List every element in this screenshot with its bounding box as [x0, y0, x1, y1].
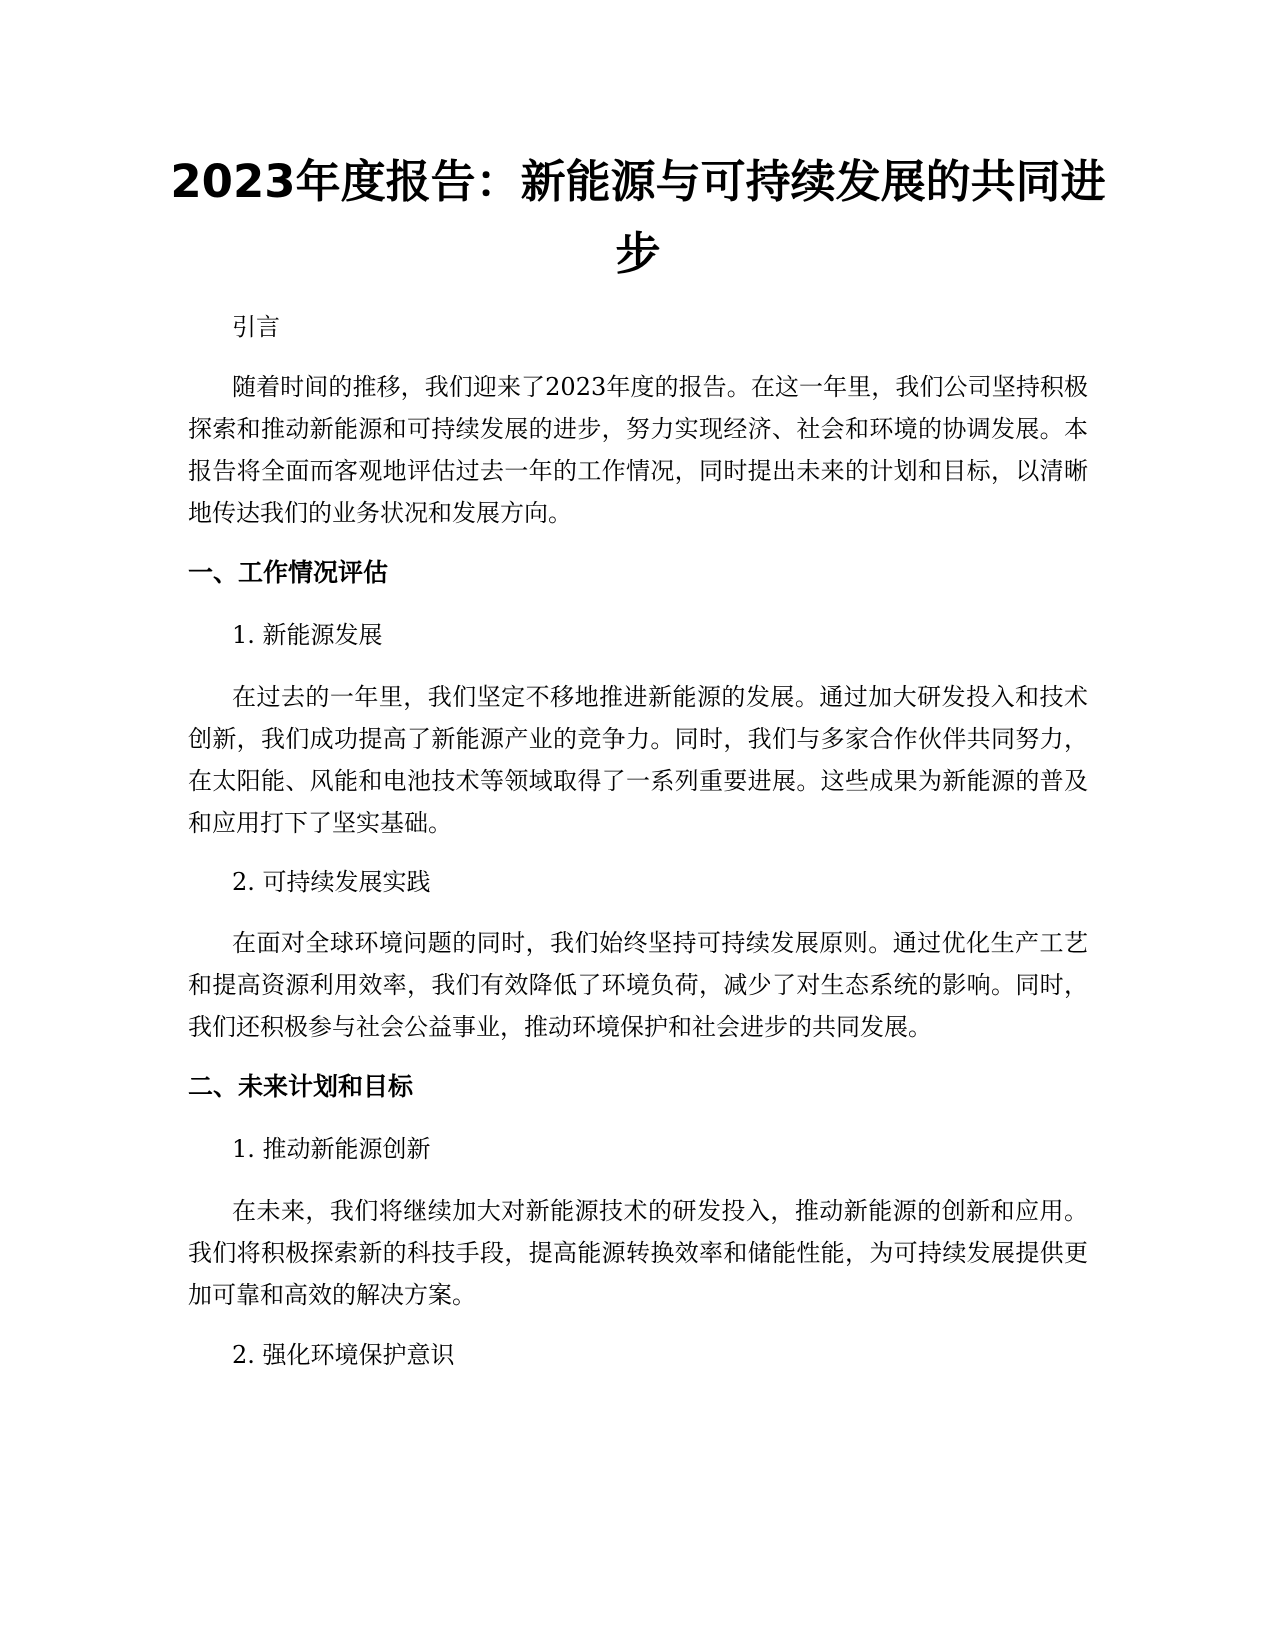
subsection-title-new-energy: 1. 新能源发展 [232, 621, 383, 649]
paragraph-innovation: 在未来，我们将继续加大对新能源技术的研发投入，推动新能源的创新和应用。我们将积极探索新的科技手段，提高能源转换效率和储能性能，为可持续发展提供更加可靠和高效的解决方案。 [188, 1197, 1088, 1309]
document-title: 2023年度报告：新能源与可持续发展的共同进步 [170, 155, 1106, 280]
subsection-title-environment: 2. 强化环境保护意识 [232, 1341, 455, 1369]
document-page [170, 0, 1106, 1650]
subsection-title-innovation: 1. 推动新能源创新 [232, 1135, 431, 1163]
subsection-title-sustainability: 2. 可持续发展实践 [232, 868, 431, 896]
section-heading-future-plans: 二、未来计划和目标 [188, 1072, 414, 1101]
intro-paragraph: 随着时间的推移，我们迎来了2023年度的报告。在这一年里，我们公司坚持积极探索和推动新能源和可持续发展的进步，努力实现经济、社会和环境的协调发展。本报告将全面而客观地评估过去一年的工作情况，同时提出未来的计划和目标，以清晰地传达我们的业务状况和发展方向。 [188, 373, 1088, 527]
section-heading-evaluation: 一、工作情况评估 [188, 558, 389, 587]
paragraph-new-energy: 在过去的一年里，我们坚定不移地推进新能源的发展。通过加大研发投入和技术创新，我们成功提高了新能源产业的竞争力。同时，我们与多家合作伙伴共同努力，在太阳能、风能和电池技术等领域取得了一系列重要进展。这些成果为新能源的普及和应用打下了坚实基础。 [188, 683, 1088, 837]
paragraph-sustainability: 在面对全球环境问题的同时，我们始终坚持可持续发展原则。通过优化生产工艺和提高资源利用效率，我们有效降低了环境负荷，减少了对生态系统的影响。同时，我们还积极参与社会公益事业，推动环境保护和社会进步的共同发展。 [188, 929, 1088, 1041]
intro-label: 引言 [232, 313, 280, 341]
